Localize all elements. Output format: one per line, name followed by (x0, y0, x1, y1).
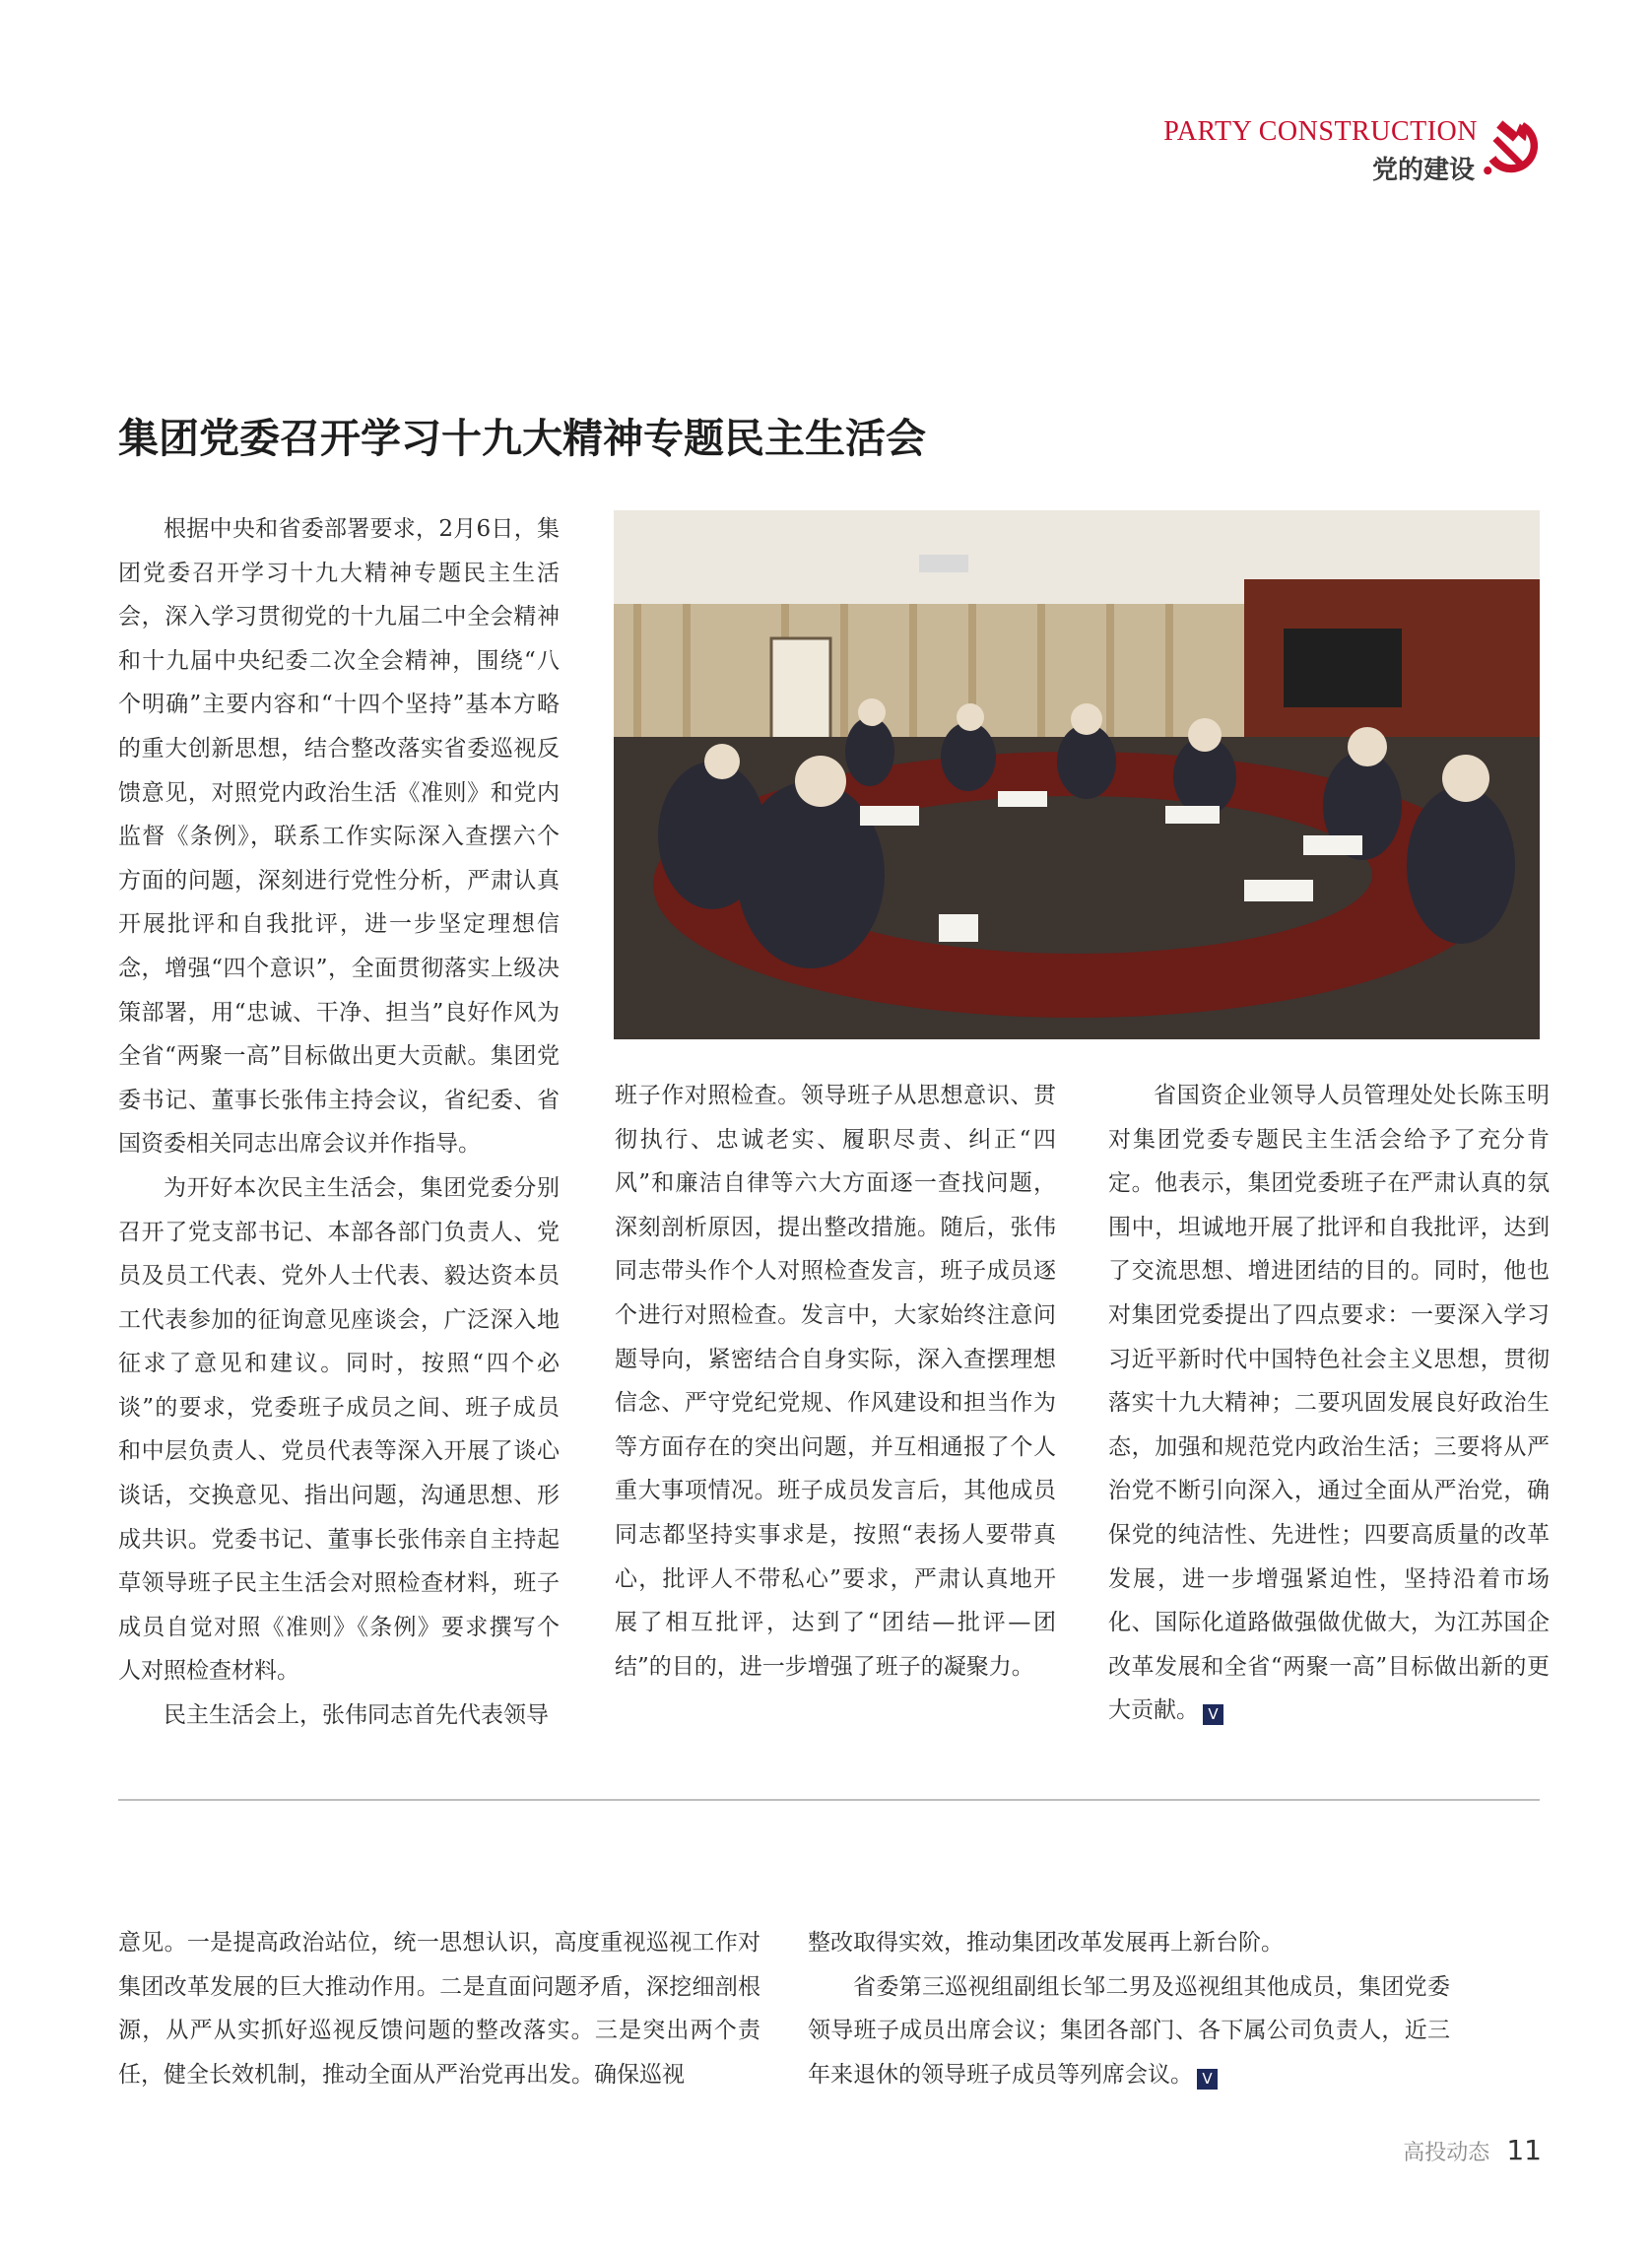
paragraph: 根据中央和省委部署要求，2月6日，集团党委召开学习十九大精神专题民主生活会，深入学习贯彻党的十九届二中全会精神和十九届中央纪委二次全会精神，围绕“八个明确”主要内容和“十四个坚持”基本方略的重大创新思想，结合整改落实省委巡视反馈意见，对照党内政治生活《准则》和党内监督《条例》，联系工作实际深入查摆六个方面的问题，深刻进行党性分析，严肃认真开展批评和自我批评，进一步坚定理想信念，增强“四个意识”，全面贯彻落实上级决策部署，用“忠诚、干净、担当”良好作风为全省“两聚一高”目标做出更大贡献。集团党委书记、董事长张伟主持会议，省纪委、省国资委相关同志出席会议并作指导。 (118, 516, 560, 1158)
meeting-photo (614, 510, 1540, 1039)
paragraph-text: 省国资企业领导人员管理处处长陈玉明对集团党委专题民主生活会给予了充分肯定。他表示，集团党委班子在严肃认真的氛围中，坦诚地开展了批评和自我批评，达到了交流思想、增进团结的目的。同时，他也对集团党委提出了四点要求：一要深入学习习近平新时代中国特色社会主义思想，贯彻落实十九大精神；二要巩固发展良好政治生态，加强和规范党内政治生活；三要将从严治党不断引向深入，通过全面从严治党，确保党的纯洁性、先进性；四要高质量的改革发展，进一步增强紧迫性，坚持沿着市场化、国际化道路做强做优做大，为江苏国企改革发展和全省“两聚一高”目标做出新的更大贡献。 (1108, 1083, 1550, 1724)
section-title-en: PARTY CONSTRUCTION (1163, 116, 1478, 147)
article-column-2 (615, 1074, 1056, 1689)
paragraph: 整改取得实效，推动集团改革发展再上新台阶。 (808, 1930, 1284, 1956)
hammer-sickle-icon (1476, 114, 1543, 181)
page-footer (1403, 2134, 1542, 2166)
page-number: 11 (1506, 2134, 1542, 2166)
paragraph: 为开好本次民主生活会，集团党委分别召开了党支部书记、本部各部门负责人、党员及员工代表、党外人士代表、毅达资本员工代表参加的征询意见座谈会，广泛深入地征求了意见和建议。同时，按照“四个必谈”的要求，党委班子成员之间、班子成员和中层负责人、党员代表等深入开展了谈心谈话，交换意见、指出问题，沟通思想、形成共识。党委书记、董事长张伟亲自主持起草领导班子民主生活会对照检查材料，班子成员自觉对照《准则》《条例》要求撰写个人对照检查材料。 (118, 1174, 560, 1685)
magazine-name: 高投动态 (1403, 2141, 1490, 2165)
article-column-1 (118, 507, 560, 1738)
paragraph (1108, 1074, 1550, 1733)
meeting-photo-illustration (614, 510, 1540, 1039)
article-title: 集团党委召开学习十九大精神专题民主生活会 (118, 415, 926, 462)
end-mark-icon: V (1197, 2069, 1218, 2090)
paragraph: 意见。一是提高政治站位，统一思想认识，高度重视巡视工作对集团改革发展的巨大推动作用。二是直面问题矛盾，深挖细剖根源，从严从实抓好巡视反馈问题的整改落实。三是突出两个责任，健全长效机制，推动全面从严治党再出发。确保巡视 (118, 1930, 760, 2088)
continued-column-1 (118, 1921, 760, 2096)
paragraph (808, 1965, 1450, 2097)
section-title-cn: 党的建设 (1371, 156, 1475, 185)
paragraph: 班子作对照检查。领导班子从思想意识、贯彻执行、忠诚老实、履职尽责、纠正“四风”和廉洁自律等六大方面逐一查找问题，深刻剖析原因，提出整改措施。随后，张伟同志带头作个人对照检查发言，班子成员逐个进行对照检查。发言中，大家始终注意问题导向，紧密结合自身实际，深入查摆理想信念、严守党纪党规、作风建设和担当作为等方面存在的突出问题，并互相通报了个人重大事项情况。班子成员发言后，其他成员同志都坚持实事求是，按照“表扬人要带真心，批评人不带私心”要求，严肃认真地开展了相互批评，达到了“团结—批评—团结”的目的，进一步增强了班子的凝聚力。 (615, 1083, 1056, 1680)
article-column-3 (1108, 1074, 1550, 1733)
section-divider (118, 1799, 1540, 1801)
paragraph-text: 省委第三巡视组副组长邹二男及巡视组其他成员，集团党委领导班子成员出席会议；集团各部门、各下属公司负责人，近三年来退休的领导班子成员等列席会议。 (808, 1973, 1450, 2088)
paragraph: 民主生活会上，张伟同志首先代表领导 (164, 1702, 549, 1729)
continued-column-2 (808, 1921, 1450, 2096)
end-mark-icon: V (1203, 1704, 1223, 1725)
